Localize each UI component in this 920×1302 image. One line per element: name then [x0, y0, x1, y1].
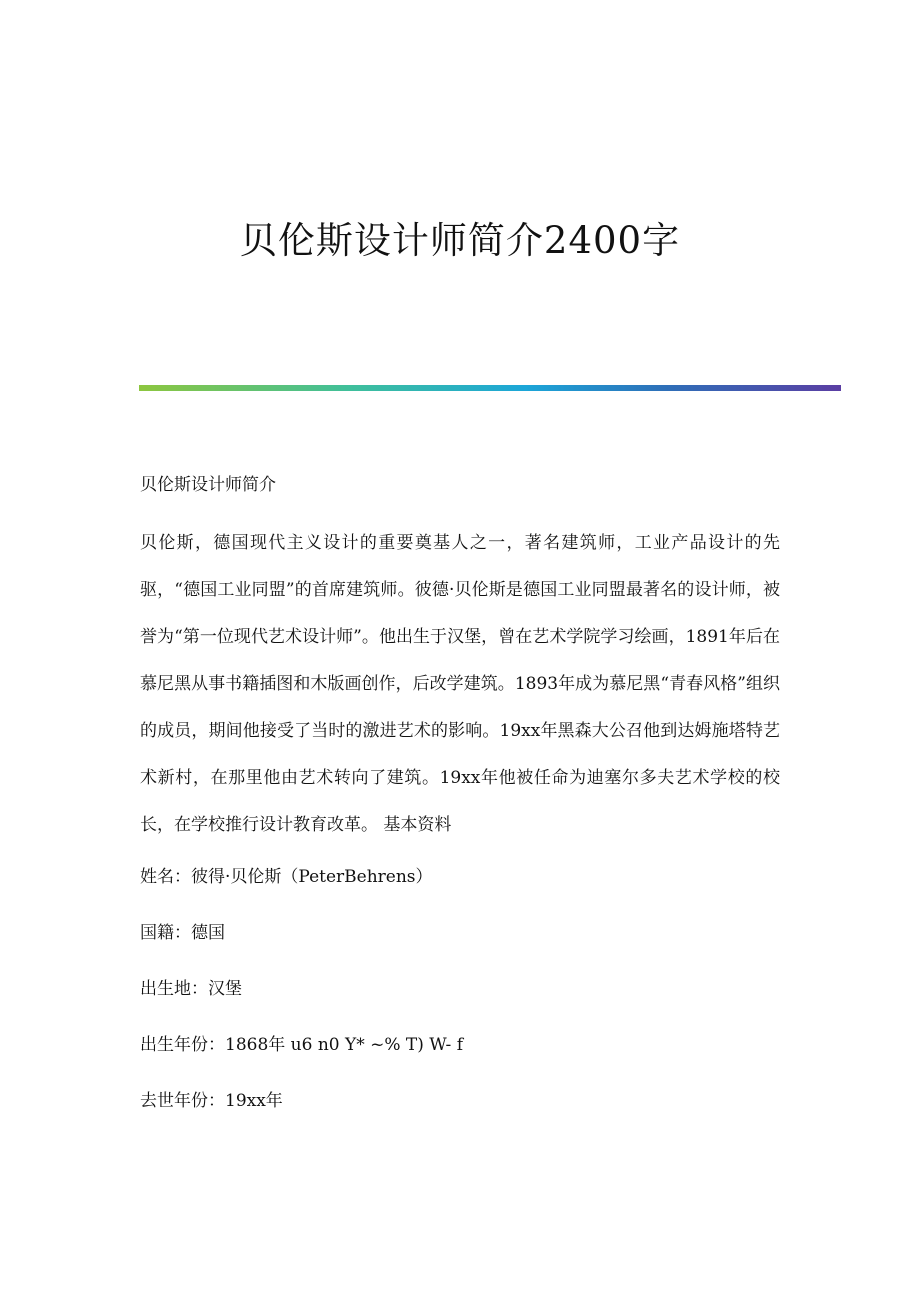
- info-birth-year: 出生年份：1868年 u6 n0 Y* ~% T) W- f: [140, 1035, 463, 1055]
- info-death-year: 去世年份：19xx年: [140, 1091, 283, 1111]
- info-nationality: 国籍：德国: [140, 923, 225, 943]
- gradient-divider: [139, 385, 841, 391]
- info-name: 姓名：彼得·贝伦斯（PeterBehrens）: [140, 867, 433, 887]
- info-birthplace: 出生地：汉堡: [140, 979, 242, 999]
- document-title: 贝伦斯设计师简介2400字: [239, 219, 681, 262]
- basic-info-list: [140, 849, 780, 1129]
- section-heading: 贝伦斯设计师简介: [140, 475, 276, 495]
- document-body: [140, 462, 780, 1129]
- intro-paragraph: 贝伦斯，德国现代主义设计的重要奠基人之一，著名建筑师，工业产品设计的先驱，“德国工业同盟”的首席建筑师。彼德·贝伦斯是德国工业同盟最著名的设计师，被誉为“第一位现代艺术设计师”。他出生于汉堡，曾在艺术学院学习绘画，1891年后在慕尼黑从事书籍插图和木版画创作，后改学建筑。1893年成为慕尼黑“青春风格”组织的成员，期间他接受了当时的激进艺术的影响。19xx年黑森大公召他到达姆施塔特艺术新村，在那里他由艺术转向了建筑。19xx年他被任命为迪塞尔多夫艺术学校的校长，在学校推行设计教育改革。 基本资料: [140, 533, 780, 835]
